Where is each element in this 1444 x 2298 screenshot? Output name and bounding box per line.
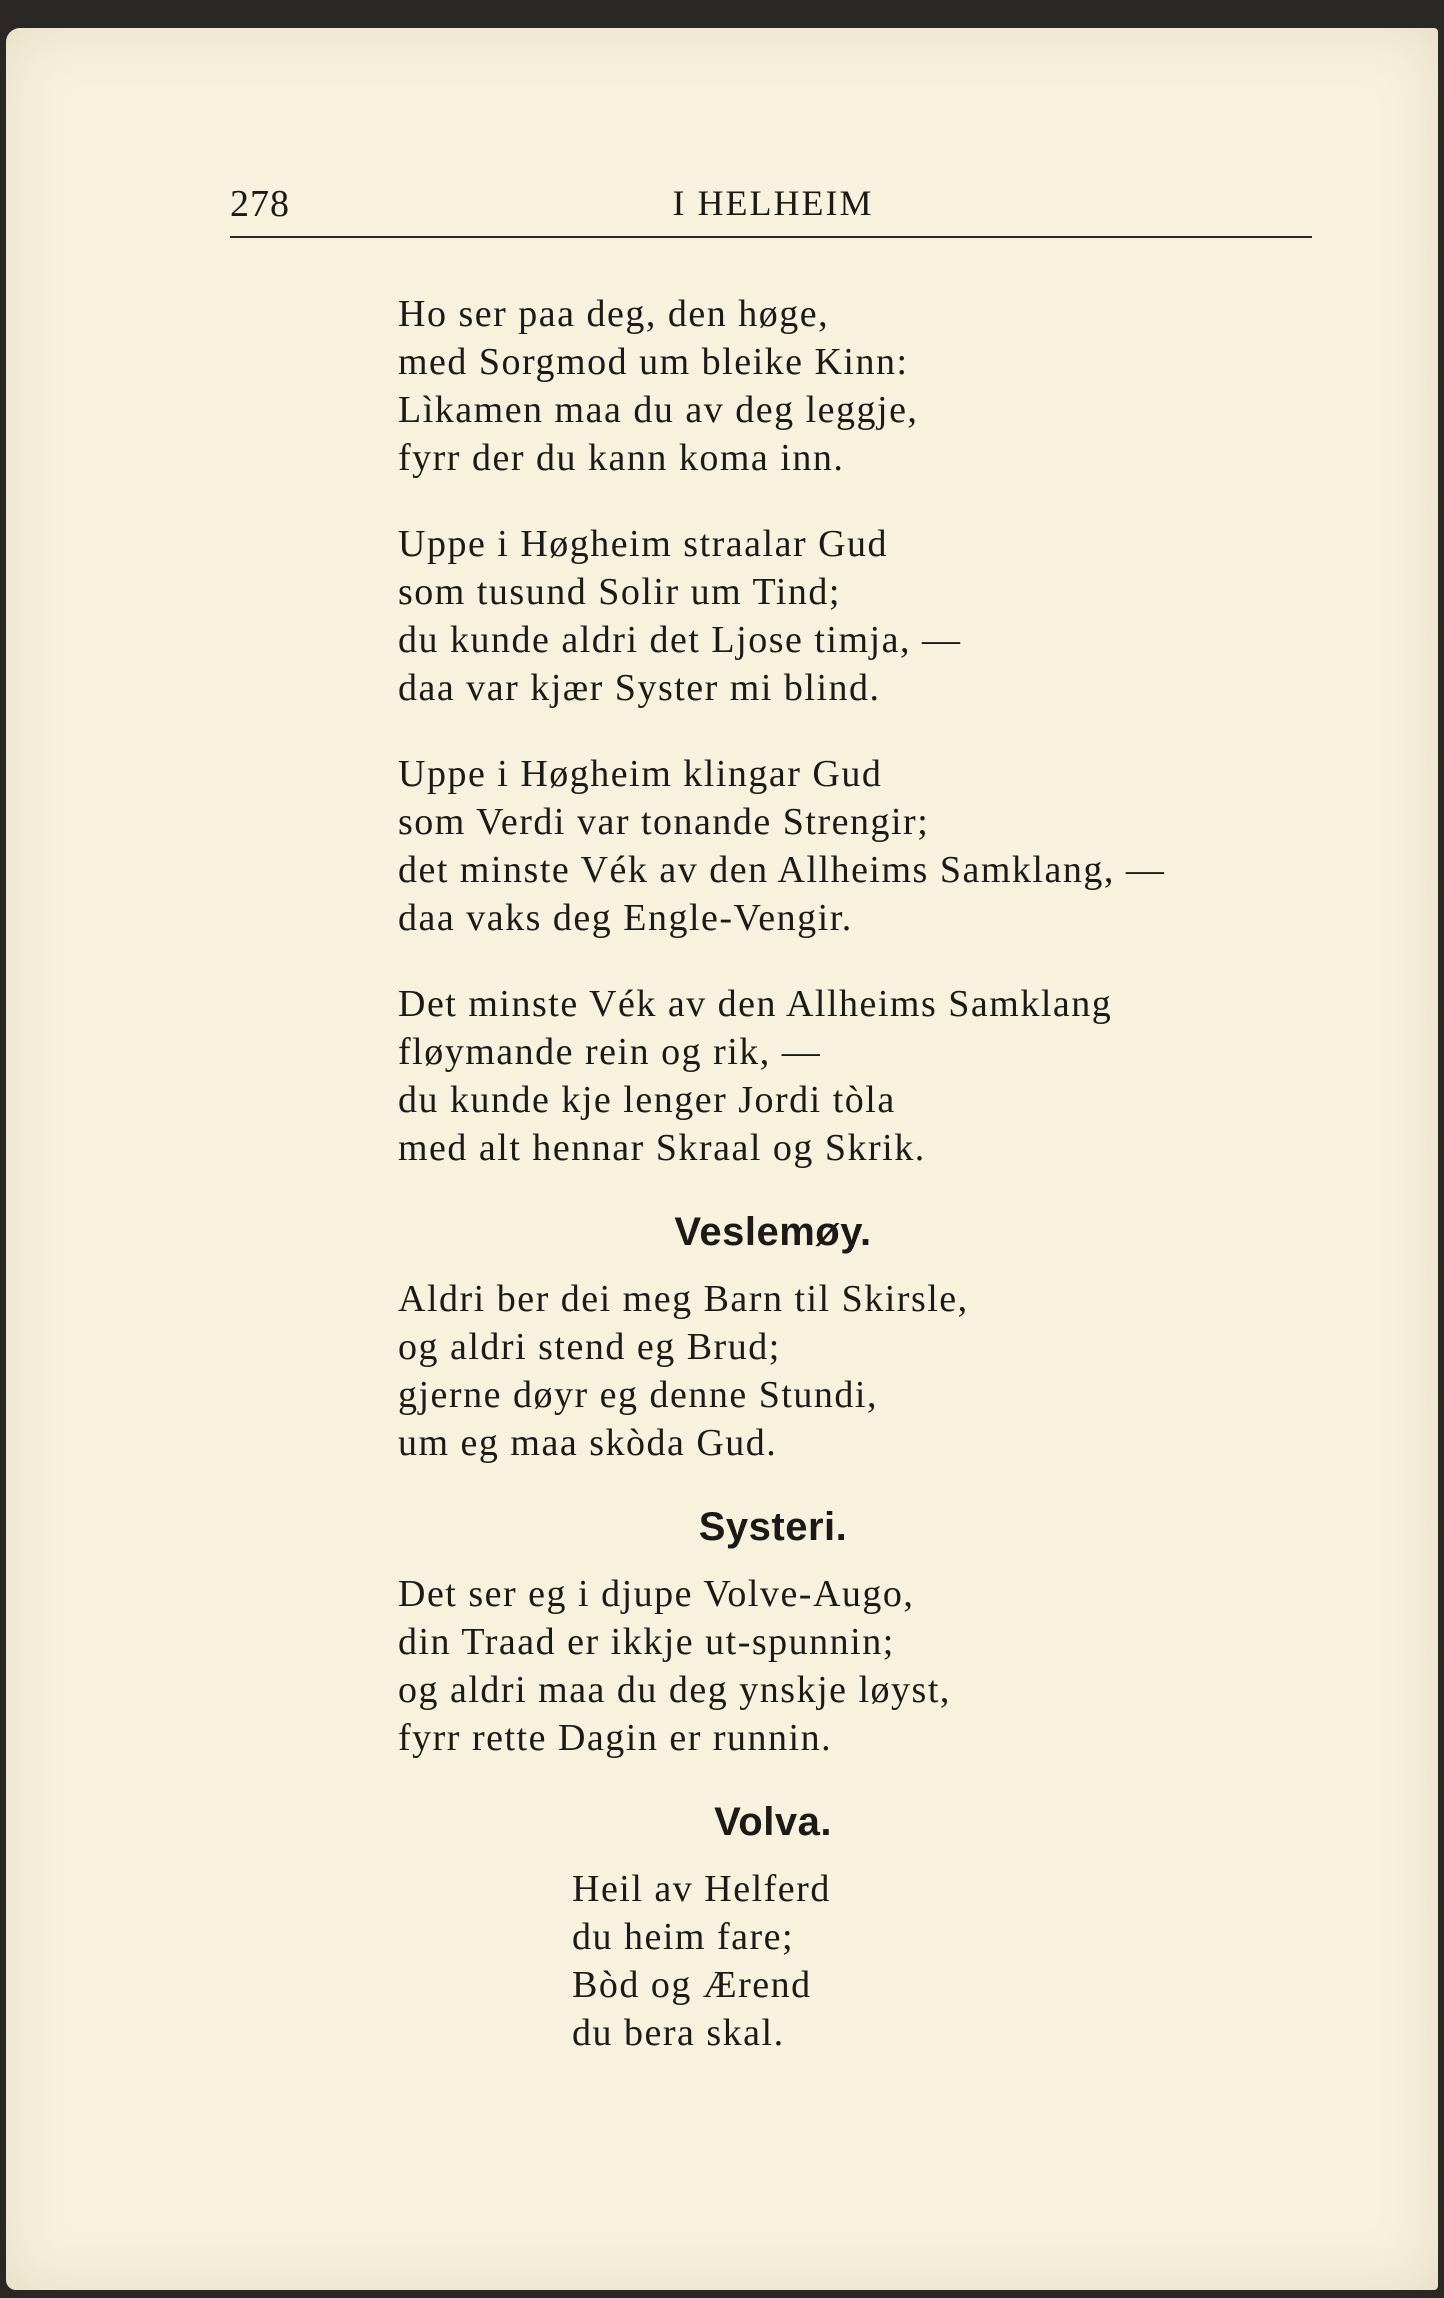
poem-line: og aldri maa du deg ynskje løyst, (398, 1669, 951, 1711)
stanza-volva (572, 1865, 1444, 2057)
stanza (398, 980, 1444, 1172)
poem-line: Lìkamen maa du av deg leggje, (398, 389, 919, 431)
poem-line: som Verdi var tonande Strengir; (398, 801, 930, 843)
poem-line: Heil av Helferd (572, 1868, 831, 1910)
poem-line: Aldri ber dei meg Barn til Skirsle, (398, 1278, 969, 1320)
page-number: 278 (230, 183, 290, 225)
poem-line: du kunde kje lenger Jordi tòla (398, 1079, 896, 1121)
header-rule (230, 236, 1312, 238)
stanza (398, 520, 1444, 712)
poem-line: Bòd og Ærend (572, 1964, 812, 2006)
speaker-heading-systeri: Systeri. (698, 1505, 848, 1549)
poem-line: du heim fare; (572, 1916, 795, 1958)
poem-line: fløymande rein og rik, — (398, 1031, 822, 1073)
stanza-veslemoy (398, 1275, 1444, 1467)
stanza (398, 290, 1444, 482)
poem-line: daa var kjær Syster mi blind. (398, 667, 881, 709)
poem-line: det minste Vék av den Allheims Samklang, — (398, 849, 1166, 891)
poem-line: gjerne døyr eg denne Stundi, (398, 1374, 878, 1416)
poem-line: og aldri stend eg Brud; (398, 1326, 781, 1368)
stanza (398, 750, 1444, 942)
poem-line: Det minste Vék av den Allheims Samklang (398, 983, 1113, 1025)
poem-line: med alt hennar Skraal og Skrik. (398, 1127, 926, 1169)
poem-line: du bera skal. (572, 2012, 785, 2054)
poem-line: med Sorgmod um bleike Kinn: (398, 341, 909, 383)
poem-line: Uppe i Høgheim straalar Gud (398, 523, 889, 565)
poem-line: Det ser eg i djupe Volve-Augo, (398, 1573, 915, 1615)
poem-line: um eg maa skòda Gud. (398, 1422, 778, 1464)
stanza-systeri (398, 1570, 1444, 1762)
book-page (6, 28, 1438, 2290)
poem-line: Ho ser paa deg, den høge, (398, 293, 830, 335)
poem-line: daa vaks deg Engle-Vengir. (398, 897, 853, 939)
running-head: I HELHEIM (672, 183, 874, 223)
poem-line: fyrr der du kann koma inn. (398, 437, 845, 479)
poem-body (6, 290, 1438, 2095)
poem-line: som tusund Solir um Tind; (398, 571, 841, 613)
poem-line: fyrr rette Dagin er runnin. (398, 1717, 833, 1759)
speaker-heading-volva: Volva. (714, 1800, 832, 1844)
poem-line: Uppe i Høgheim klingar Gud (398, 753, 883, 795)
speaker-heading-veslemoy: Veslemøy. (674, 1210, 872, 1254)
poem-line: du kunde aldri det Ljose timja, — (398, 619, 962, 661)
poem-line: din Traad er ikkje ut-spunnin; (398, 1621, 895, 1663)
